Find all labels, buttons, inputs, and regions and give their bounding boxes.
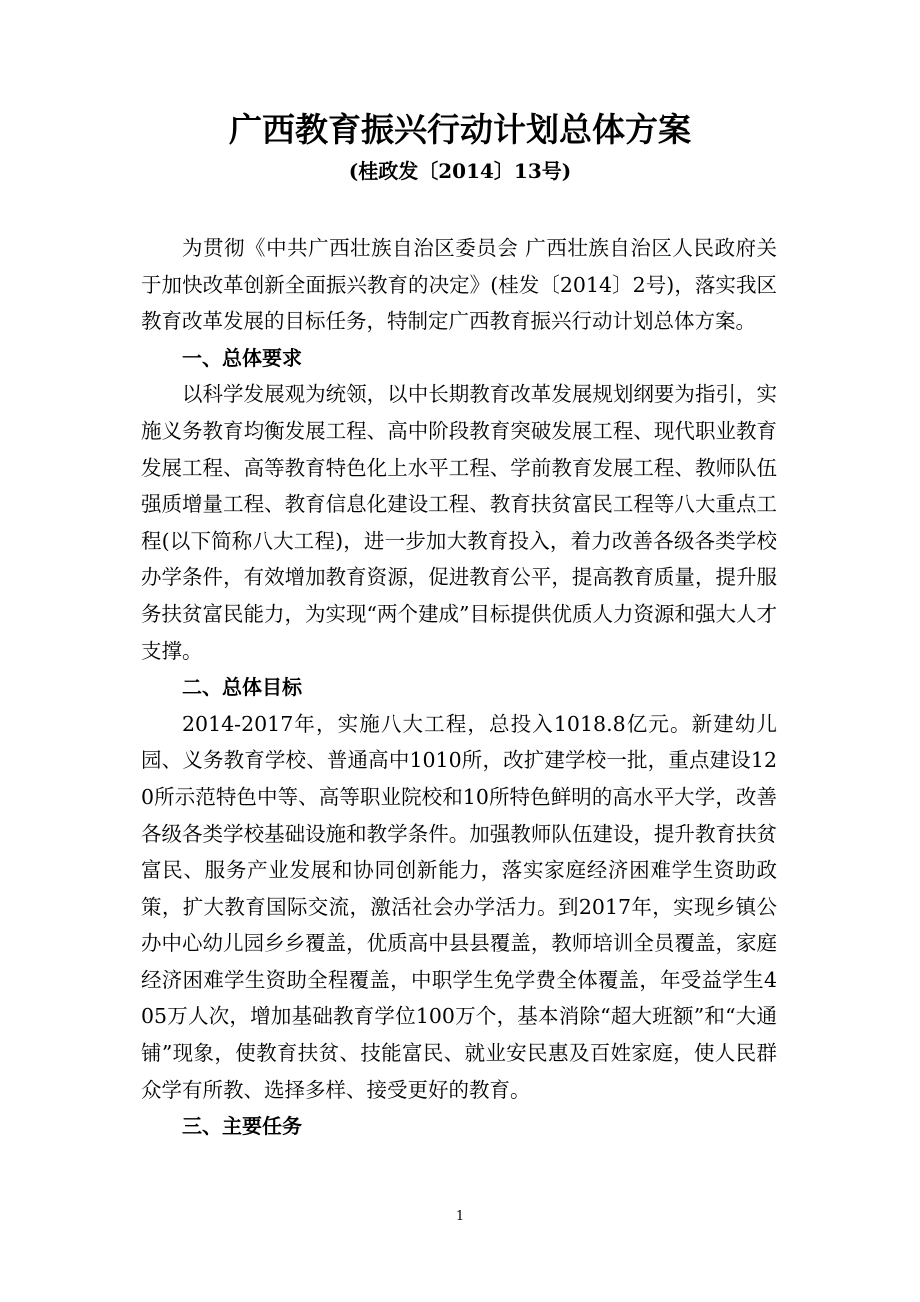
section-heading-tasks: 三、主要任务: [182, 1114, 302, 1139]
section-paragraph-goals: 2014-2017年，实施八大工程，总投入1018.8亿元。新建幼儿园、义务教育学校、普通高中1010所，改扩建学校一批，重点建设120所示范特色中等、高等职业院校和10所特色鲜明的高水平大学，改善各级各类学校基础设施和教学条件。加强教师队伍建设，提升教育扶贫富民、服务产业发展和协同创新能力，落实家庭经济困难学生资助政策，扩大教育国际交流，激活社会办学活力。到2017年，实现乡镇公办中心幼儿园乡乡覆盖，优质高中县县覆盖，教师培训全员覆盖，家庭经济困难学生资助全程覆盖，中职学生免学费全体覆盖，年受益学生405万人次，增加基础教育学位100万个，基本消除“超大班额”和“大通铺”现象，使教育扶贫、技能富民、就业安民惠及百姓家庭，使人民群众学有所教、选择多样、接受更好的教育。: [141, 711, 777, 1102]
document-title: 广西教育振兴行动计划总体方案: [229, 110, 691, 149]
document-subtitle: (桂政发〔2014〕13号): [348, 159, 572, 183]
section-paragraph-requirements: 以科学发展观为统领，以中长期教育改革发展规划纲要为指引，实施义务教育均衡发展工程、高中阶段教育突破发展工程、现代职业教育发展工程、高等教育特色化上水平工程、学前教育发展工程、教师队伍强质增量工程、教育信息化建设工程、教育扶贫富民工程等八大重点工程(以下简称八大工程)，进一步加大教育投入，着力改善各级各类学校办学条件，有效增加教育资源，促进教育公平，提高教育质量，提升服务扶贫富民能力，为实现“两个建成”目标提供优质人力资源和强大人才支撑。: [141, 382, 777, 663]
section-heading-goals: 二、总体目标: [182, 675, 302, 700]
document-body: [141, 230, 777, 1145]
intro-paragraph: 为贯彻《中共广西壮族自治区委员会 广西壮族自治区人民政府关于加快改革创新全面振兴教育的决定》(桂发〔2014〕2号)，落实我区教育改革发展的目标任务，特制定广西教育振兴行动计划总体方案。: [141, 236, 777, 334]
section-heading-requirements: 一、总体要求: [182, 345, 302, 370]
page-number: 1: [455, 1209, 465, 1224]
